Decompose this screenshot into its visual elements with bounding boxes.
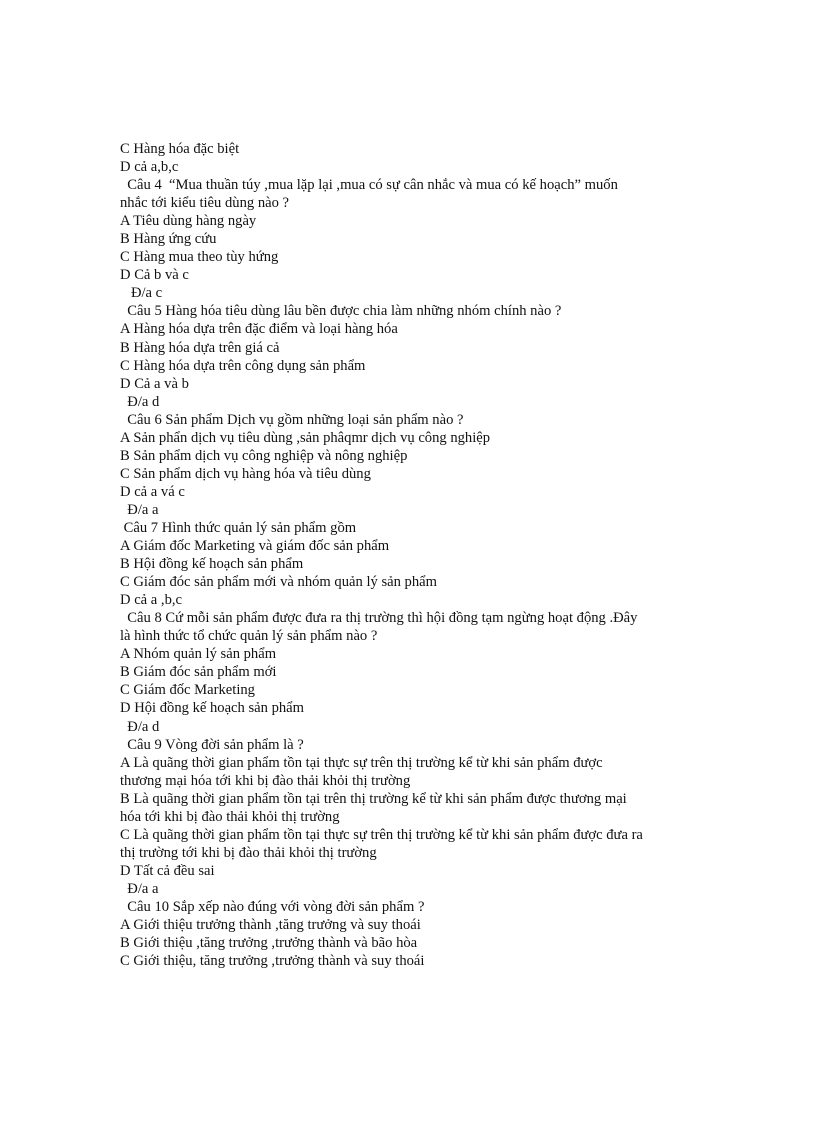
text-line: hóa tới khi bị đào thải khỏi thị trường xyxy=(120,808,340,825)
text-line: Đ/a d xyxy=(120,393,160,410)
text-line: D cả a vá c xyxy=(120,483,185,500)
text-line: C Giới thiệu, tăng trưởng ,trưởng thành và suy thoái xyxy=(120,953,425,970)
text-line: B Hàng hóa dựa trên giá cả xyxy=(120,339,280,356)
text-line: B Giám đóc sản phẩm mới xyxy=(120,664,277,681)
text-line: Câu 5 Hàng hóa tiêu dùng lâu bền được chia làm những nhóm chính nào ? xyxy=(120,303,562,320)
text-line: D Hội đồng kế hoạch sản phẩm xyxy=(120,700,305,717)
text-line: C Hàng hóa đặc biệt xyxy=(120,141,240,157)
text-line: D Cả b và c xyxy=(120,267,189,284)
text-line: C Giám đốc Marketing xyxy=(120,682,255,699)
text-line: Câu 8 Cứ mỗi sản phẩm được đưa ra thị trường thì hội đồng tạm ngừng hoạt động .Đây xyxy=(120,610,638,627)
text-line: B Hàng ứng cứu xyxy=(120,231,217,248)
text-line: Đ/a c xyxy=(120,285,163,302)
text-line: thị trường tới khi bị đào thải khỏi thị trường xyxy=(120,844,377,861)
text-line: C Giám đóc sản phẩm mới và nhóm quản lý sản phẩm xyxy=(120,574,437,591)
text-line: A Là quãng thời gian phẩm tồn tại thực sự trên thị trường kể từ khi sản phẩm được xyxy=(120,754,603,771)
text-line: thương mại hóa tới khi bị đào thải khỏi thị trường xyxy=(120,772,411,789)
text-line: A Sản phẩn dịch vụ tiêu dùng ,sản phâqmr dịch vụ công nghiệp xyxy=(120,429,491,446)
text-line: B Giới thiệu ,tăng trưởng ,trưởng thành và bão hòa xyxy=(120,935,418,952)
text-line: C Là quãng thời gian phẩm tồn tại thực sự trên thị trường kể từ khi sản phẩm được đưa ra xyxy=(120,826,643,843)
text-line: D Cả a và b xyxy=(120,375,189,392)
text-line: là hình thức tổ chức quản lý sản phẩm nào ? xyxy=(120,628,378,645)
text-line: C Hàng hóa dựa trên công dụng sản phẩm xyxy=(120,357,366,374)
text-line: Câu 4 “Mua thuần túy ,mua lặp lại ,mua có sự cân nhắc và mua có kế hoạch” muốn xyxy=(120,177,618,194)
text-line: B Là quãng thời gian phẩm tồn tại trên thị trường kể từ khi sản phẩm được thương mại xyxy=(120,790,627,807)
text-line: Đ/a a xyxy=(120,880,159,897)
text-line: A Hàng hóa dựa trên đặc điểm và loại hàng hóa xyxy=(120,321,398,338)
text-line: C Sản phẩm dịch vụ hàng hóa và tiêu dùng xyxy=(120,465,371,482)
text-line: A Tiêu dùng hàng ngày xyxy=(120,213,257,230)
text-line: Đ/a d xyxy=(120,718,160,735)
text-line: C Hàng mua theo tùy hứng xyxy=(120,249,279,266)
text-line: Đ/a a xyxy=(120,501,159,518)
text-line: Câu 10 Sắp xếp nào đúng với vòng đời sản phẩm ? xyxy=(120,898,425,915)
text-line: A Nhóm quản lý sản phẩm xyxy=(120,646,277,663)
text-line: D Tất cả đều sai xyxy=(120,862,215,879)
text-line: D cả a ,b,c xyxy=(120,592,182,609)
text-line: B Sản phẩm dịch vụ công nghiệp và nông nghiệp xyxy=(120,447,408,464)
text-line: A Giám đốc Marketing và giám đốc sản phẩm xyxy=(120,538,390,555)
text-line: A Giới thiệu trưởng thành ,tăng trưởng và suy thoái xyxy=(120,917,421,934)
text-line: Câu 6 Sản phẩm Dịch vụ gồm những loại sản phẩm nào ? xyxy=(120,411,464,428)
document-text xyxy=(120,140,720,970)
text-line: Câu 7 Hình thức quản lý sản phẩm gồm xyxy=(120,519,357,536)
text-line: B Hội đồng kế hoạch sản phẩm xyxy=(120,556,304,573)
text-line: nhắc tới kiểu tiêu dùng nào ? xyxy=(120,195,290,212)
text-line: Câu 9 Vòng đời sản phẩm là ? xyxy=(120,736,304,753)
text-line: D cả a,b,c xyxy=(120,159,179,176)
